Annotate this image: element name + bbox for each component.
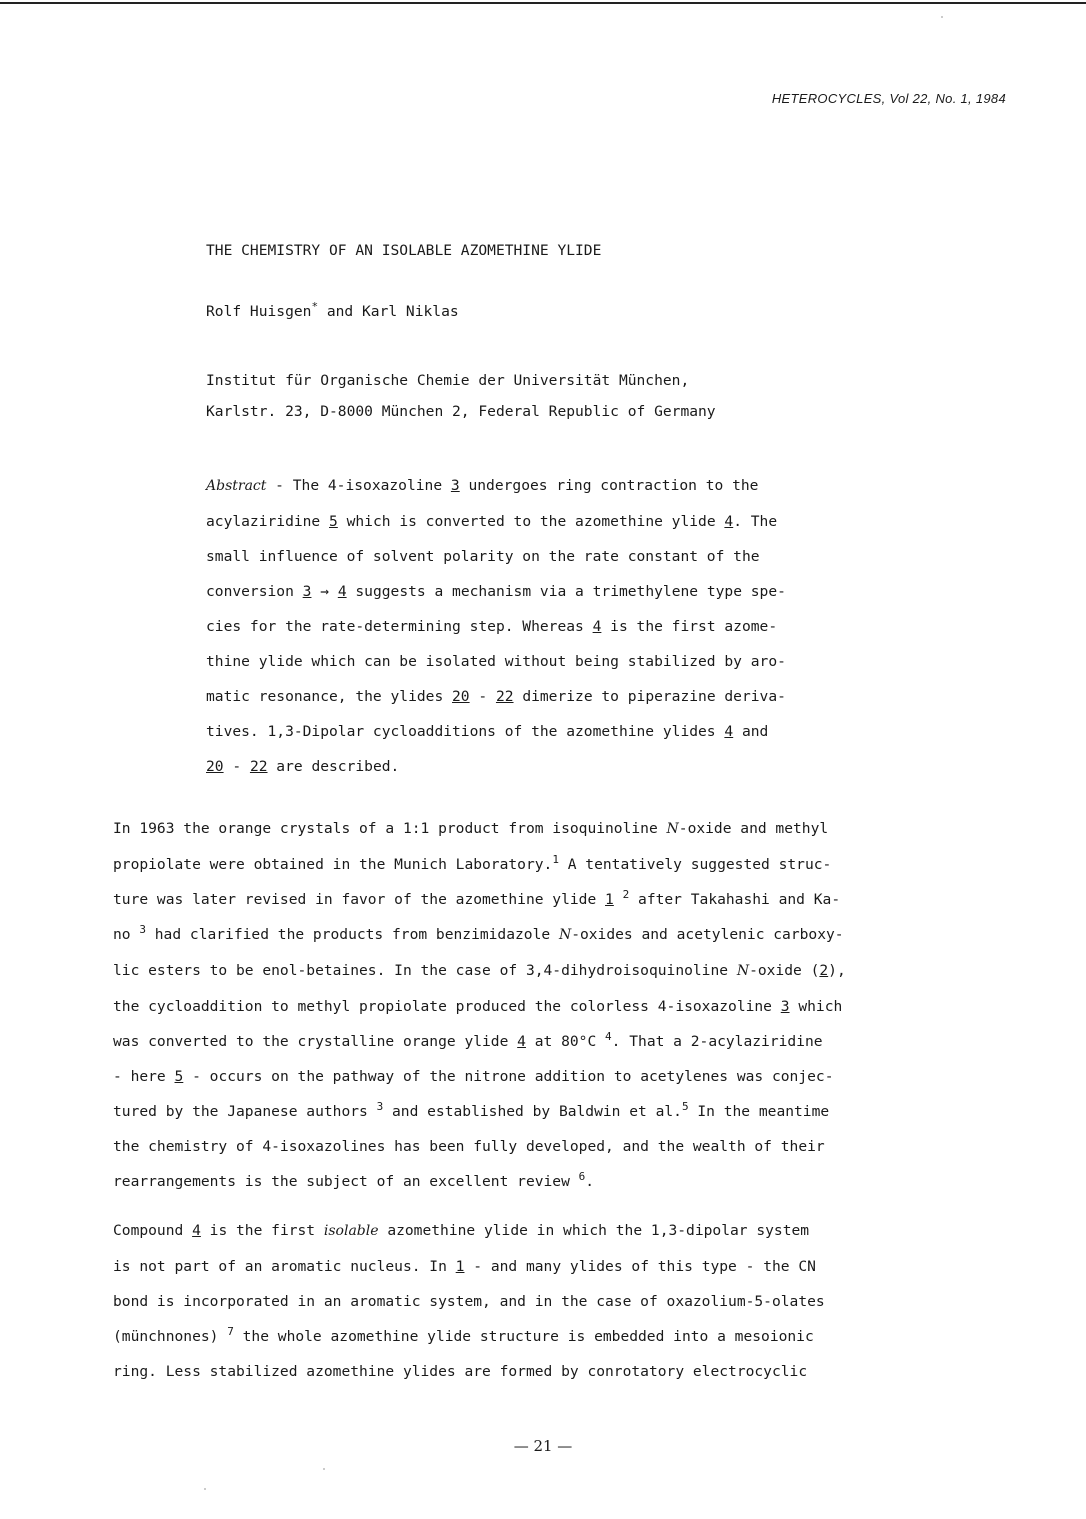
abstract-line: cies for the rate-determining step. Whereas 4 is the first azome- (206, 618, 778, 635)
text-line: ring. Less stabilized azomethine ylides are formed by conrotatory electrocyclic (113, 1363, 808, 1380)
scan-speck (204, 1488, 206, 1490)
text-line: the chemistry of 4-isoxazolines has been fully developed, and the wealth of their (113, 1138, 825, 1155)
compound-ref: 1 (605, 891, 614, 908)
page-number: — 21 — (513, 1437, 573, 1455)
emphasis: isolable (323, 1223, 379, 1239)
reference-mark: 1 (552, 853, 559, 866)
text-line: bond is incorporated in an aromatic system, and in the case of oxazolium-5-olates (113, 1293, 825, 1310)
compound-ref: 4 (724, 723, 734, 740)
journal-header: HETEROCYCLES, Vol 22, No. 1, 1984 (771, 91, 1006, 106)
text-line: was converted to the crystalline orange ylide 4 at 80°C $^4$. That a 2-acylaziridine (113, 1030, 823, 1050)
affiliation (206, 365, 716, 427)
text-line: the cycloaddition to methyl propiolate produced the colorless 4-isoxazoline 3 which (113, 998, 843, 1015)
reference-mark: 3 (376, 1100, 384, 1113)
text-line: no $^3$ had clarified the products from benzimidazole N-oxides and acetylenic carboxy- (113, 923, 844, 943)
text-line: propiolate were obtained in the Munich Laboratory.$^1$ A tentatively suggested struc- (113, 853, 832, 873)
corresponding-mark: * (311, 300, 319, 313)
text-line: lic esters to be enol-betaines. In the case of 3,4-dihydroisoquinoline N-oxide (2), (113, 962, 846, 979)
text-line: (münchnones) $^7$ the whole azomethine ylide structure is embedded into a mesoionic (113, 1325, 814, 1345)
text-line: In 1963 the orange crystals of a 1:1 product from isoquinoline N-oxide and methyl (113, 820, 829, 837)
reference-mark: 2 (622, 888, 630, 901)
reference-mark: 7 (227, 1325, 234, 1338)
affiliation-line: Institut für Organische Chemie der Universität München, (206, 372, 690, 389)
abstract-line: Abstract - The 4-isoxazoline 3 undergoes ring contraction to the (206, 477, 759, 494)
reference-mark: 6 (578, 1170, 586, 1183)
compound-ref: 5 (329, 513, 338, 530)
reference-mark: 5 (681, 1100, 689, 1113)
text-line: rearrangements is the subject of an excellent review $^6$. (113, 1170, 595, 1190)
abstract (206, 468, 906, 784)
compound-ref: 4 (517, 1033, 526, 1050)
compound-ref: 22 (495, 688, 514, 705)
text-line: tured by the Japanese authors $^3$ and established by Baldwin et al.$^5$ In the meantime (113, 1100, 830, 1120)
compound-ref: 4 (192, 1222, 201, 1239)
reference-mark: 4 (605, 1030, 612, 1043)
body-paragraph-2 (113, 1213, 993, 1389)
author-name: and Karl Niklas (318, 303, 459, 320)
abstract-line: conversion 3 → 4 suggests a mechanism via a trimethylene type spe- (206, 583, 786, 600)
compound-ref: 2 (819, 962, 829, 979)
article-title: THE CHEMISTRY OF AN ISOLABLE AZOMETHINE YLIDE (206, 242, 602, 259)
text-line: - here 5 - occurs on the pathway of the nitrone addition to acetylenes was conjec- (113, 1068, 834, 1085)
abstract-line: tives. 1,3-Dipolar cycloadditions of the azomethine ylides 4 and (206, 723, 769, 740)
body-paragraph-1 (113, 811, 993, 1199)
abstract-line: matic resonance, the ylides 20 - 22 dimerize to piperazine deriva- (206, 688, 786, 705)
abstract-line: thine ylide which can be isolated without being stabilized by aro- (206, 653, 786, 670)
text-line: ture was later revised in favor of the azomethine ylide 1 $^2$ after Takahashi and Ka- (113, 888, 841, 908)
compound-ref: 4 (724, 513, 734, 530)
affiliation-line: Karlstr. 23, D-8000 München 2, Federal Republic of Germany (206, 403, 716, 420)
compound-ref: 1 (455, 1258, 465, 1275)
top-rule (0, 2, 1086, 4)
compound-ref: 4 (337, 583, 347, 600)
text-line: Compound 4 is the first isolable azomethine ylide in which the 1,3-dipolar system (113, 1222, 810, 1239)
abstract-line: 20 - 22 are described. (206, 758, 400, 775)
abstract-line: acylaziridine 5 which is converted to the azomethine ylide 4. The (206, 513, 778, 530)
text-line: is not part of an aromatic nucleus. In 1 - and many ylides of this type - the CN (113, 1258, 816, 1275)
author-name: Rolf Huisgen (206, 303, 312, 320)
compound-ref: 3 (780, 998, 790, 1015)
abstract-label: Abstract (206, 478, 267, 494)
scan-speck (323, 1468, 325, 1470)
compound-ref: 3 (302, 583, 312, 600)
abstract-line: small influence of solvent polarity on the rate constant of the (206, 548, 760, 565)
compound-ref: 3 (450, 477, 460, 494)
compound-ref: 5 (174, 1068, 184, 1085)
compound-ref: 4 (592, 618, 602, 635)
compound-ref: 20 (452, 688, 470, 705)
compound-ref: 22 (249, 758, 268, 775)
compound-ref: 20 (206, 758, 224, 775)
reference-mark: 3 (139, 923, 146, 936)
scan-speck (941, 16, 943, 18)
authors (206, 300, 459, 320)
